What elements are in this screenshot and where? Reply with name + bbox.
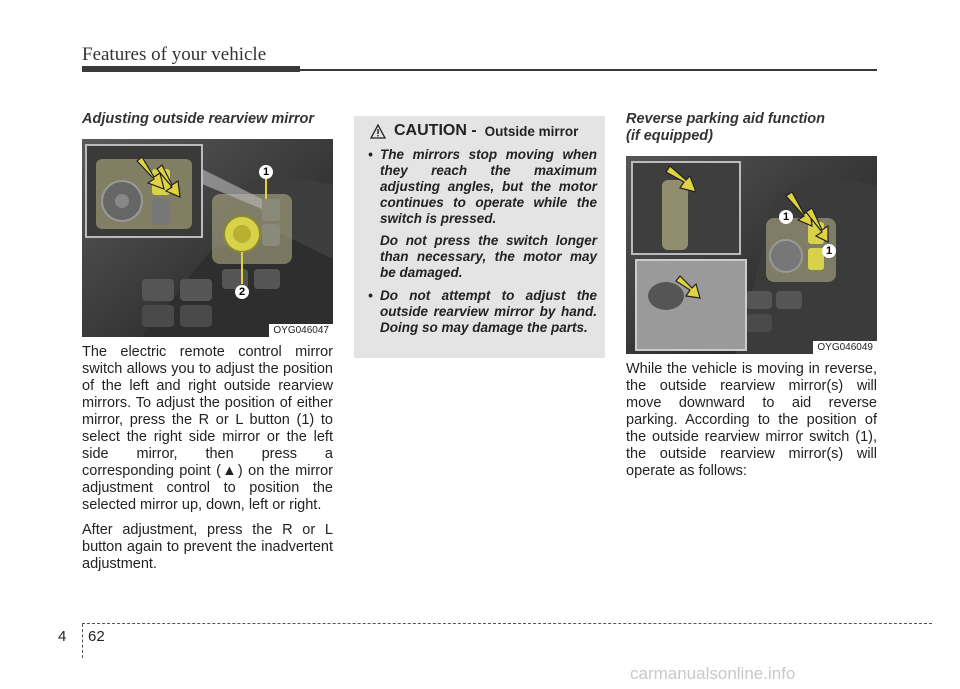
callout-1: 1	[822, 244, 836, 258]
footer-rule	[82, 623, 932, 624]
caution-text: Do not press the switch longer than necessary, the motor may be damaged.	[380, 233, 597, 280]
right-paragraph: While the vehicle is moving in reverse, the outside rearview mirror(s) will move downward to aid reverse parking. According to the position of the outside rearview mirror switch (1), the outside rearview mirror(s) will operate as follows:	[626, 361, 877, 479]
left-paragraph-2: After adjustment, press the R or L button again to prevent the inadvertent adjustment.	[82, 522, 333, 572]
caution-header	[370, 122, 578, 140]
caution-item	[368, 147, 597, 281]
right-heading-wrap	[626, 111, 877, 145]
left-heading: Adjusting outside rearview mirror	[82, 111, 315, 127]
mirror-switch-illustration	[82, 139, 333, 337]
image-code: OYG046049	[813, 341, 877, 354]
left-body	[82, 344, 333, 573]
caution-box	[354, 116, 605, 358]
watermark: carmanualsonline.info	[630, 664, 796, 683]
caution-text: Do not attempt to adjust the outside rearview mirror by hand. Doing so may damage the parts.	[380, 288, 597, 335]
image-code: OYG046047	[269, 324, 333, 337]
header-bar	[82, 66, 300, 72]
caution-title: CAUTION -	[394, 122, 477, 139]
reverse-aid-illustration	[626, 156, 877, 354]
bullet: •	[368, 288, 373, 303]
caution-subtitle: Outside mirror	[484, 123, 579, 139]
callout-1: 1	[779, 210, 793, 224]
warning-triangle-icon	[370, 124, 386, 139]
caution-item	[368, 288, 597, 336]
callout-2: 2	[235, 285, 249, 299]
left-paragraph-1: The electric remote control mirror switch allows you to adjust the position of the left and right outside rearview mirrors. To adjust the position of either mirror, press the R or L button (1) to select the right side mirror or the left side mirror, then press a corresponding point (▲) on the mirror adjustment control to position the selected mirror up, down, left or right.	[82, 344, 333, 513]
page-header-title: Features of your vehicle	[82, 44, 267, 65]
caution-text: The mirrors stop moving when they reach the maximum adjusting angles, but the motor continues to operate while the switch is pressed.	[380, 147, 597, 226]
footer-divider	[82, 624, 83, 658]
mirror-switch-photo	[82, 139, 333, 337]
right-heading-line2: (if equipped)	[626, 128, 713, 144]
right-body	[626, 361, 877, 480]
header-rule	[300, 69, 877, 71]
caution-list	[368, 147, 597, 336]
left-heading-wrap	[82, 111, 333, 128]
section-number: 4	[58, 628, 67, 645]
page-number: 62	[88, 628, 105, 645]
reverse-aid-photo	[626, 156, 877, 354]
bullet: •	[368, 147, 373, 162]
right-heading-line1: Reverse parking aid function	[626, 111, 826, 127]
callout-1: 1	[259, 165, 273, 179]
